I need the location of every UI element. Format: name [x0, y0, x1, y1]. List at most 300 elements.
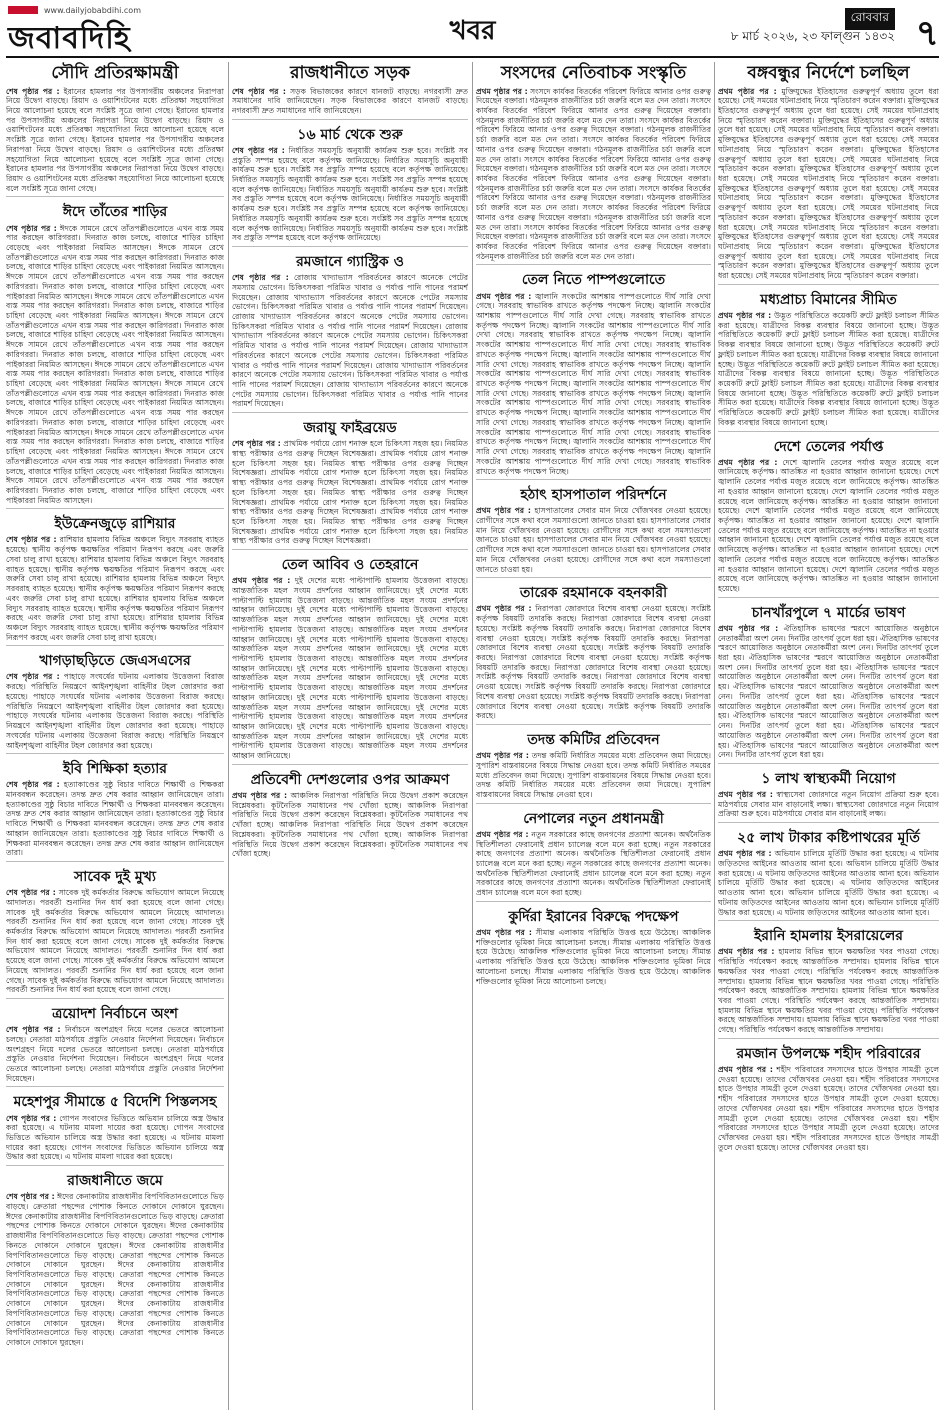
article-dateline: শেষ পৃষ্ঠার পর :	[232, 439, 281, 449]
article-text: রোজায় খাদ্যাভ্যাস পরিবর্তনের কারণে অনেকে পেটের সমস্যায় ভোগেন। চিকিৎসকরা পরিমিত খাবার ও পর্যাপ্ত পানি পানের পরামর্শ দিয়েছেন।	[232, 341, 468, 370]
article-body	[476, 292, 711, 477]
article-text: দুই দেশের মধ্যে পাল্টাপাল্টি হামলায় উত্তেজনা বাড়ছে। আন্তর্জাতিক মহল সংযম প্রদর্শনের আহ্বান জানিয়েছে।	[232, 615, 468, 644]
publication-day: রোববার	[845, 8, 895, 30]
article-dateline: প্রথম পৃষ্ঠার পর :	[476, 751, 529, 761]
article-headline[interactable]: তেল আবিব ও তেহরানে	[281, 557, 419, 574]
article-body	[476, 830, 711, 898]
article-text: সীমান্ত এলাকায় পরিস্থিতি উত্তপ্ত হয়ে উঠেছে। আঞ্চলিক শক্তিগুলোর ভূমিকা নিয়ে আলোচনা চলছে।	[476, 937, 711, 957]
article[interactable]	[476, 268, 711, 480]
article-text: নির্বাচনে অংশগ্রহণ নিয়ে দলের ভেতরে আলোচনা চলছে। নেতারা মাঠপর্যায়ে প্রস্তুতি নেওয়ার নির্দেশনা দিয়েছেন।	[6, 1034, 224, 1064]
article-text: প্রাথমিক পর্যায়ে রোগ শনাক্ত হলে চিকিৎসা সহজ হয়। নিয়মিত স্বাস্থ্য পরীক্ষার ওপর গুরুত্ব দিচ্ছেন বিশেষজ্ঞরা।	[232, 448, 468, 478]
article-headline[interactable]: ত্রয়োদশ নির্বাচনে অংশ	[52, 1006, 178, 1023]
article-body	[6, 1192, 224, 1348]
article-text: ঐতিহাসিক ভাষণের স্মরণে আয়োজিত অনুষ্ঠানে নেতাকর্মীরা অংশ নেন। দিনটির তাৎপর্য তুলে ধরা হয়।	[718, 633, 939, 663]
article-text: নতুন সরকারের কাছে জনগণের প্রত্যাশা অনেক। অর্থনৈতিক স্থিতিশীলতা ফেরানোই প্রধান চ্যালেঞ্জ বলে মনে করা হচ্ছে।	[476, 829, 711, 849]
article-headline[interactable]: তারেক রহমানকে বহনকারী	[519, 585, 668, 602]
article-body	[6, 1114, 224, 1163]
article-headline[interactable]: মধ্যপ্রাচ্য বিমানের সীমিত	[760, 291, 897, 308]
article-body	[718, 624, 939, 760]
article-body	[718, 790, 939, 819]
article-headline[interactable]: রাজধানীতে সড়ক	[290, 63, 410, 83]
article-text: সাবেক দুই কর্মকর্তার বিরুদ্ধে অভিযোগ আমলে নিয়েছে আদালত। পরবর্তী শুনানির দিন ধার্য করা হয়েছে বলে জানা গেছে।	[6, 936, 224, 966]
article[interactable]	[718, 601, 939, 764]
article-text: সংসদে কার্যকর বিতর্কের পরিবেশ ফিরিয়ে আনার ওপর গুরুত্ব দিয়েছেন বক্তারা। গঠনমূলক রাজনীতির চর্চা জরুরি বলে মত দেন তারা।	[476, 135, 711, 164]
article[interactable]	[476, 728, 711, 804]
article-text: শহীদ পরিবারের সদস্যদের হাতে উপহার সামগ্রী তুলে দেওয়া হয়েছে। তাদের খোঁজখবর নেওয়া হয়।	[718, 1094, 939, 1113]
article-text: মুক্তিযুদ্ধের ইতিহাসের গুরুত্বপূর্ণ অধ্যায় তুলে ধরা হয়েছে। সেই সময়ের ঘটনাপ্রবাহ নিয়ে স্মৃতিচারণ করেন বক্তারা।	[718, 135, 939, 154]
article-headline[interactable]: কুর্দিরা ইরানের বিরুদ্ধে পদক্ষেপ	[508, 908, 679, 925]
article-dateline: শেষ পৃষ্ঠার পর :	[232, 86, 286, 96]
article-headline[interactable]: হঠাৎ হাসপাতাল পরিদর্শনে	[520, 487, 667, 504]
article-headline[interactable]: বঙ্গবন্ধুর নির্দেশে চলছিল	[747, 63, 910, 83]
article-text: ঈদের কেনাকাটায় রাজধানীর বিপণিবিতানগুলোতে ভিড় বাড়ছে। ক্রেতারা পছন্দের পোশাক কিনতে দোকানে দোকানে ঘুরছেন।	[6, 1192, 224, 1211]
article-text: রোজায় খাদ্যাভ্যাস পরিবর্তনের কারণে অনেকে পেটের সমস্যায় ভোগেন। চিকিৎসকরা পরিমিত খাবার ও পর্যাপ্ত পানি পানের পরামর্শ দিয়েছেন।	[232, 292, 468, 312]
article-dateline: প্রথম পৃষ্ঠার পর :	[718, 623, 779, 633]
article-text: হামলায় বিভিন্ন স্থানে ক্ষয়ক্ষতির খবর পাওয়া গেছে। পরিস্থিতি পর্যবেক্ষণ করছে আন্তর্জাতিক সম্প্রদায়।	[718, 986, 939, 1006]
article-headline[interactable]: ২৫ লাখ টাকার কষ্টিপাথরের মূর্তি	[737, 830, 920, 847]
article-dateline: শেষ পৃষ্ঠার পর :	[6, 780, 60, 790]
article-text: আঞ্চলিক নিরাপত্তা পরিস্থিতি নিয়ে উদ্বেগ প্রকাশ করেছেন বিশ্লেষকরা। কূটনৈতিক সমাধানের পথ খোঁজা হচ্ছে।	[232, 829, 468, 859]
article-text: ঈদের কেনাকাটায় রাজধানীর বিপণিবিতানগুলোতে ভিড় বাড়ছে। ক্রেতারা পছন্দের পোশাক কিনতে দোকানে দোকানে ঘুরছেন।	[6, 1211, 224, 1231]
article-text: সংসদে কার্যকর বিতর্কের পরিবেশ ফিরিয়ে আনার ওপর গুরুত্ব দিয়েছেন বক্তারা। গঠনমূলক রাজনীতির চর্চা জরুরি বলে মত দেন তারা।	[476, 232, 711, 261]
article-text: জ্বালানি সংকটের আশঙ্কায় পাম্পগুলোতে দীর্ঘ সারি দেখা গেছে। সরবরাহ স্বাভাবিক রাখতে কর্তৃপক্ষ পদক্ষেপ নিচ্ছে।	[476, 330, 711, 359]
article-text: নিরাপত্তা জোরদারে বিশেষ ব্যবস্থা নেওয়া হয়েছে। সংশ্লিষ্ট কর্তৃপক্ষ বিষয়টি তদারকি করছে।	[476, 614, 711, 633]
article-text: ঐতিহাসিক ভাষণের স্মরণে আয়োজিত অনুষ্ঠানে নেতাকর্মীরা অংশ নেন। দিনটির তাৎপর্য তুলে ধরা হয়।	[718, 711, 939, 731]
article-text: সীমান্ত এলাকায় পরিস্থিতি উত্তপ্ত হয়ে উঠেছে। আঞ্চলিক শক্তিগুলোর ভূমিকা নিয়ে আলোচনা চলছে।	[476, 927, 711, 947]
article[interactable]	[232, 60, 468, 120]
article-text: দুই দেশের মধ্যে পাল্টাপাল্টি হামলায় উত্তেজনা বাড়ছে। আন্তর্জাতিক মহল সংযম প্রদর্শনের আহ্বান জানিয়েছে।	[232, 634, 468, 654]
article-text: প্রাথমিক পর্যায়ে রোগ শনাক্ত হলে চিকিৎসা সহজ হয়। নিয়মিত স্বাস্থ্য পরীক্ষার ওপর গুরুত্ব দিচ্ছেন বিশেষজ্ঞরা।	[232, 497, 468, 517]
article-headline[interactable]: নেপালের নতুন প্রধানমন্ত্রী	[523, 810, 664, 827]
article-text: সংসদে কার্যকর বিতর্কের পরিবেশ ফিরিয়ে আনার ওপর গুরুত্ব দিয়েছেন বক্তারা। গঠনমূলক রাজনীতির চর্চা জরুরি বলে মত দেন তারা।	[476, 222, 711, 242]
article-text: নিরাপত্তা জোরদারে বিশেষ ব্যবস্থা নেওয়া হয়েছে। সংশ্লিষ্ট কর্তৃপক্ষ বিষয়টি তদারকি করছে।	[476, 623, 711, 643]
article-text: মুক্তিযুদ্ধের ইতিহাসের গুরুত্বপূর্ণ অধ্যায় তুলে ধরা হয়েছে। সেই সময়ের ঘটনাপ্রবাহ নিয়ে স্মৃতিচারণ করেন বক্তারা।	[718, 232, 939, 252]
article-text: নিরাপত্তা জোরদারে বিশেষ ব্যবস্থা নেওয়া হয়েছে। সংশ্লিষ্ট কর্তৃপক্ষ বিষয়টি তদারকি করছে।	[476, 682, 711, 701]
article-text: দেশে জ্বালানি তেলের পর্যাপ্ত মজুত রয়েছে বলে জানিয়েছে কর্তৃপক্ষ। আতঙ্কিত না হওয়ার আহ্বান জানানো হয়েছে।	[718, 467, 939, 496]
article-text: ঐতিহাসিক ভাষণের স্মরণে আয়োজিত অনুষ্ঠানে নেতাকর্মীরা অংশ নেন। দিনটির তাৎপর্য তুলে ধরা হয়।	[718, 653, 939, 672]
article-dateline: প্রথম পৃষ্ঠার পর :	[718, 1064, 773, 1074]
article-text: হামলায় বিভিন্ন স্থানে ক্ষয়ক্ষতির খবর পাওয়া গেছে। পরিস্থিতি পর্যবেক্ষণ করছে আন্তর্জাতিক সম্প্রদায়।	[718, 976, 939, 996]
article-text: শহীদ পরিবারের সদস্যদের হাতে উপহার সামগ্রী তুলে দেওয়া হয়েছে। তাদের খোঁজখবর নেওয়া হয়।	[718, 1074, 939, 1094]
article-text: ঈদকে সামনে রেখে তাঁতপল্লীগুলোতে এখন ব্যস্ত সময় পার করছেন কারিগররা। দিনরাত কাজ চলছে, বাজারে শাড়ির চাহিদা বেড়েছে এবং পাইকাররা নিয়মিত আসছেন।	[6, 311, 224, 340]
article-text: নির্ধারিত সময়সূচি অনুযায়ী কার্যক্রম শুরু হবে। সংশ্লিষ্ট সব প্রস্তুতি সম্পন্ন হয়েছে বলে কর্তৃপক্ষ জানিয়েছে।	[232, 223, 468, 243]
article-text: হামলায় বিভিন্ন স্থানে ক্ষয়ক্ষতির খবর পাওয়া গেছে। পরিস্থিতি পর্যবেক্ষণ করছে আন্তর্জাতিক সম্প্রদায়।	[718, 957, 939, 986]
article-text: নির্ধারিত সময়সূচি অনুযায়ী কার্যক্রম শুরু হবে। সংশ্লিষ্ট সব প্রস্তুতি সম্পন্ন হয়েছে বলে কর্তৃপক্ষ জানিয়েছে।	[232, 184, 468, 204]
column-2	[232, 60, 468, 1412]
article-text: হত্যাকাণ্ডের সুষ্ঠু বিচার দাবিতে শিক্ষার্থী ও শিক্ষকরা মানববন্ধন করেছেন। তদন্ত দ্রুত শেষ করার আহ্বান জানিয়েছেন তারা।	[6, 809, 224, 838]
article-text: নির্ধারিত সময়সূচি অনুযায়ী কার্যক্রম শুরু হবে। সংশ্লিষ্ট সব প্রস্তুতি সম্পন্ন হয়েছে বলে কর্তৃপক্ষ জানিয়েছে।	[232, 194, 468, 214]
article-headline[interactable]: দেশে তেলের পর্যাপ্ত	[773, 438, 884, 455]
article-dateline: প্রথম পৃষ্ঠার পর :	[232, 576, 291, 586]
article[interactable]	[232, 416, 468, 550]
article-text: সীমান্ত এলাকায় পরিস্থিতি উত্তপ্ত হয়ে উঠেছে। আঞ্চলিক শক্তিগুলোর ভূমিকা নিয়ে আলোচনা চলছে।	[476, 966, 711, 986]
article-text: গোপন সংবাদের ভিত্তিতে অভিযান চালিয়ে অস্ত্র উদ্ধার করা হয়েছে। এ ঘটনায় মামলা দায়ের করা হয়েছে।	[6, 1123, 224, 1152]
article-text: প্রাথমিক পর্যায়ে রোগ শনাক্ত হলে চিকিৎসা সহজ হয়। নিয়মিত স্বাস্থ্য পরীক্ষার ওপর গুরুত্ব দিচ্ছেন বিশেষজ্ঞরা।	[232, 526, 468, 546]
article-text: নিরাপত্তা জোরদারে বিশেষ ব্যবস্থা নেওয়া হয়েছে। সংশ্লিষ্ট কর্তৃপক্ষ বিষয়টি তদারকি করছে।	[476, 662, 711, 682]
article-headline[interactable]: তদন্ত কমিটির প্রতিবেদন	[527, 732, 660, 749]
article[interactable]	[6, 200, 224, 509]
article-text: দেশে জ্বালানি তেলের পর্যাপ্ত মজুত রয়েছে বলে জানিয়েছে কর্তৃপক্ষ। আতঙ্কিত না হওয়ার আহ্বান জানানো হয়েছে।	[718, 545, 939, 574]
article-text: ঈদকে সামনে রেখে তাঁতপল্লীগুলোতে এখন ব্যস্ত সময় পার করছেন কারিগররা। দিনরাত কাজ চলছে, বাজারে শাড়ির চাহিদা বেড়েছে এবং পাইকাররা নিয়মিত আসছেন।	[6, 379, 224, 408]
article-dateline: প্রথম পৃষ্ঠার পর :	[718, 311, 772, 321]
article-text: রোজায় খাদ্যাভ্যাস পরিবর্তনের কারণে অনেকে পেটের সমস্যায় ভোগেন। চিকিৎসকরা পরিমিত খাবার ও পর্যাপ্ত পানি পানের পরামর্শ দিয়েছেন।	[232, 321, 468, 351]
article-headline[interactable]: জরায়ু ফাইব্রয়েড	[303, 420, 397, 437]
article-text: সংসদে কার্যকর বিতর্কের পরিবেশ ফিরিয়ে আনার ওপর গুরুত্ব দিয়েছেন বক্তারা। গঠনমূলক রাজনীতির চর্চা জরুরি বলে মত দেন তারা।	[476, 203, 711, 232]
article-body	[6, 780, 224, 858]
article[interactable]	[718, 60, 939, 285]
article-dateline: শেষ পৃষ্ঠার পর :	[6, 672, 60, 682]
article-text: জ্বালানি সংকটের আশঙ্কায় পাম্পগুলোতে দীর্ঘ সারি দেখা গেছে। সরবরাহ স্বাভাবিক রাখতে কর্তৃপক্ষ পদক্ষেপ নিচ্ছে।	[476, 320, 711, 340]
article-text: উদ্ভূত পরিস্থিতিতে কয়েকটি রুটে ফ্লাইট চলাচল সীমিত করা হয়েছে। যাত্রীদের বিকল্প ব্যবস্থার বিষয়ে জানানো হচ্ছে।	[718, 369, 939, 398]
article[interactable]	[232, 123, 468, 247]
article-text: দুই দেশের মধ্যে পাল্টাপাল্টি হামলায় উত্তেজনা বাড়ছে। আন্তর্জাতিক মহল সংযম প্রদর্শনের আহ্বান জানিয়েছে।	[232, 605, 468, 625]
article-headline[interactable]: রাজধানীতে জমে	[67, 1173, 163, 1190]
article-body	[476, 928, 711, 986]
article-text: মুক্তিযুদ্ধের ইতিহাসের গুরুত্বপূর্ণ অধ্যায় তুলে ধরা হয়েছে। সেই সময়ের ঘটনাপ্রবাহ নিয়ে স্মৃতিচারণ করেন বক্তারা।	[718, 96, 939, 125]
article-text: অভিযান চালিয়ে মূর্তিটি উদ্ধার করা হয়েছে। এ ঘটনায় জড়িতদের আইনের আওতায় আনা হবে।	[718, 897, 939, 917]
article-dateline: শেষ পৃষ্ঠার পর :	[232, 273, 289, 283]
article-body	[718, 458, 939, 594]
article-dateline: শেষ পৃষ্ঠার পর :	[232, 145, 285, 155]
article-text: মুক্তিযুদ্ধের ইতিহাসের গুরুত্বপূর্ণ অধ্যায় তুলে ধরা হয়েছে। সেই সময়ের ঘটনাপ্রবাহ নিয়ে স্মৃতিচারণ করেন বক্তারা।	[718, 144, 939, 174]
article-headline[interactable]: তেল নিতে পাম্পগুলোতে	[521, 272, 666, 289]
article-body	[476, 87, 711, 262]
article-text: আঞ্চলিক নিরাপত্তা পরিস্থিতি নিয়ে উদ্বেগ প্রকাশ করেছেন বিশ্লেষকরা। কূটনৈতিক সমাধানের পথ খোঁজা হচ্ছে।	[232, 790, 468, 810]
column-divider	[472, 62, 473, 1410]
article-text: জ্বালানি সংকটের আশঙ্কায় পাম্পগুলোতে দীর্ঘ সারি দেখা গেছে। সরবরাহ স্বাভাবিক রাখতে কর্তৃপক্ষ পদক্ষেপ নিচ্ছে।	[476, 291, 711, 311]
article-text: ঈদকে সামনে রেখে তাঁতপল্লীগুলোতে এখন ব্যস্ত সময় পার করছেন কারিগররা। দিনরাত কাজ চলছে, বাজারে শাড়ির চাহিদা বেড়েছে এবং পাইকাররা নিয়মিত আসছেন।	[6, 223, 224, 252]
article-headline[interactable]: খাগড়াছড়িতে জেএসএসের	[39, 653, 191, 670]
article-text: সাবেক দুই কর্মকর্তার বিরুদ্ধে অভিযোগ আমলে নিয়েছে আদালত। পরবর্তী শুনানির দিন ধার্য করা হয়েছে বলে জানা গেছে।	[6, 888, 224, 907]
article-dateline: প্রথম পৃষ্ঠার পর :	[718, 790, 773, 800]
article-body	[232, 791, 468, 859]
article-text: উদ্ভূত পরিস্থিতিতে কয়েকটি রুটে ফ্লাইট চলাচল সীমিত করা হয়েছে। যাত্রীদের বিকল্প ব্যবস্থার বিষয়ে জানানো হচ্ছে।	[718, 398, 939, 427]
article-text: জ্বালানি সংকটের আশঙ্কায় পাম্পগুলোতে দীর্ঘ সারি দেখা গেছে। সরবরাহ স্বাভাবিক রাখতে কর্তৃপক্ষ পদক্ষেপ নিচ্ছে।	[476, 437, 711, 457]
article-text: নির্ধারিত সময়সূচি অনুযায়ী কার্যক্রম শুরু হবে। সংশ্লিষ্ট সব প্রস্তুতি সম্পন্ন হয়েছে বলে কর্তৃপক্ষ জানিয়েছে।	[232, 145, 468, 165]
article-text: তদন্ত কমিটি নির্ধারিত সময়ের মধ্যে প্রতিবেদন জমা দিয়েছে। সুপারিশ বাস্তবায়নের বিষয়ে সিদ্ধান্ত নেওয়া হবে।	[476, 780, 711, 800]
article-body	[476, 751, 711, 800]
article-text: মুক্তিযুদ্ধের ইতিহাসের গুরুত্বপূর্ণ অধ্যায় তুলে ধরা হয়েছে। সেই সময়ের ঘটনাপ্রবাহ নিয়ে স্মৃতিচারণ করেন বক্তারা।	[718, 115, 939, 135]
article-text: ঈদের কেনাকাটায় রাজধানীর বিপণিবিতানগুলোতে ভিড় বাড়ছে। ক্রেতারা পছন্দের পোশাক কিনতে দোকানে দোকানে ঘুরছেন।	[6, 1299, 224, 1328]
masthead-rule	[6, 56, 939, 58]
article-headline[interactable]: মহেশপুর সীমান্তে ৫ বিদেশি পিস্তলসহ	[13, 1094, 217, 1111]
article-text: দুই দেশের মধ্যে পাল্টাপাল্টি হামলায় উত্তেজনা বাড়ছে। আন্তর্জাতিক মহল সংযম প্রদর্শনের আহ্বান জানিয়েছে।	[232, 731, 468, 761]
article-text: উদ্ভূত পরিস্থিতিতে কয়েকটি রুটে ফ্লাইট চলাচল সীমিত করা হয়েছে। যাত্রীদের বিকল্প ব্যবস্থার বিষয়ে জানানো হচ্ছে।	[718, 388, 939, 408]
article-dateline: প্রথম পৃষ্ঠার পর :	[232, 790, 287, 800]
article-body	[718, 1065, 939, 1152]
article[interactable]	[718, 435, 939, 598]
article-text: মুক্তিযুদ্ধের ইতিহাসের গুরুত্বপূর্ণ অধ্যায় তুলে ধরা হয়েছে। সেই সময়ের ঘটনাপ্রবাহ নিয়ে স্মৃতিচারণ করেন বক্তারা।	[718, 242, 939, 271]
article-text: সাবেক দুই কর্মকর্তার বিরুদ্ধে অভিযোগ আমলে নিয়েছে আদালত। পরবর্তী শুনানির দিন ধার্য করা হয়েছে বলে জানা গেছে।	[6, 975, 224, 995]
article-text: মুক্তিযুদ্ধের ইতিহাসের গুরুত্বপূর্ণ অধ্যায় তুলে ধরা হয়েছে। সেই সময়ের ঘটনাপ্রবাহ নিয়ে স্মৃতিচারণ করেন বক্তারা।	[718, 164, 939, 184]
article-headline[interactable]: ইবি শিক্ষিকা হত্যার	[63, 761, 167, 778]
article-text: সাবেক দুই কর্মকর্তার বিরুদ্ধে অভিযোগ আমলে নিয়েছে আদালত। পরবর্তী শুনানির দিন ধার্য করা হয়েছে বলে জানা গেছে।	[6, 917, 224, 946]
article-text: ঈদকে সামনে রেখে তাঁতপল্লীগুলোতে এখন ব্যস্ত সময় পার করছেন কারিগররা। দিনরাত কাজ চলছে, বাজারে শাড়ির চাহিদা বেড়েছে এবং পাইকাররা নিয়মিত আসছেন।	[6, 427, 224, 457]
article-text: ঈদকে সামনে রেখে তাঁতপল্লীগুলোতে এখন ব্যস্ত সময় পার করছেন কারিগররা। দিনরাত কাজ চলছে, বাজারে শাড়ির চাহিদা বেড়েছে এবং পাইকাররা নিয়মিত আসছেন।	[6, 272, 224, 301]
article[interactable]	[476, 483, 711, 578]
article[interactable]	[476, 581, 711, 725]
article-text: জ্বালানি সংকটের আশঙ্কায় পাম্পগুলোতে দীর্ঘ সারি দেখা গেছে। সরবরাহ স্বাভাবিক রাখতে কর্তৃপক্ষ পদক্ষেপ নিচ্ছে।	[476, 408, 711, 427]
article-headline[interactable]: ১৬ মার্চ থেকে শুরু	[297, 126, 403, 143]
article-body	[476, 506, 711, 574]
column-divider	[714, 62, 715, 1410]
article-text: পাহাড়ে সংঘর্ষের ঘটনায় এলাকায় উত্তেজনা বিরাজ করছে। পরিস্থিতি নিয়ন্ত্রণে আইনশৃঙ্খলা বাহিনীর টহল জোরদার করা হয়েছে।	[6, 721, 224, 750]
article-dateline: শেষ পৃষ্ঠার পর :	[6, 223, 57, 233]
article-text: হত্যাকাণ্ডের সুষ্ঠু বিচার দাবিতে শিক্ষার্থী ও শিক্ষকরা মানববন্ধন করেছেন। তদন্ত দ্রুত শেষ করার আহ্বান জানিয়েছেন তারা।	[6, 799, 224, 819]
article-headline[interactable]: সৌদি প্রতিরক্ষামন্ত্রী	[51, 63, 179, 83]
article-text: সড়ক বিভাজকের কারণে যানজট বাড়ছে। নগরবাসী দ্রুত সমাধানের দাবি জানিয়েছেন।	[232, 96, 468, 115]
article-body	[232, 87, 468, 116]
article-text: ঈদের কেনাকাটায় রাজধানীর বিপণিবিতানগুলোতে ভিড় বাড়ছে। ক্রেতারা পছন্দের পোশাক কিনতে দোকানে দোকানে ঘুরছেন।	[6, 1240, 224, 1270]
article-headline[interactable]: ইরানি হামলায় ইসরায়েলের	[753, 928, 903, 945]
article-dateline: প্রথম পৃষ্ঠার পর :	[718, 86, 777, 96]
article-text: জ্বালানি সংকটের আশঙ্কায় পাম্পগুলোতে দীর্ঘ সারি দেখা গেছে। সরবরাহ স্বাভাবিক রাখতে কর্তৃপক্ষ পদক্ষেপ নিচ্ছে।	[476, 388, 711, 418]
article-text: স্বাস্থ্যসেবা জোরদারে নতুন নিয়োগ প্রক্রিয়া শুরু হবে। মাঠপর্যায়ে সেবার মান বাড়ানোই লক্ষ্য।	[718, 799, 939, 819]
article-dateline: প্রথম পৃষ্ঠার পর :	[476, 291, 532, 301]
article-text: হামলায় বিভিন্ন স্থানে ক্ষয়ক্ষতির খবর পাওয়া গেছে। পরিস্থিতি পর্যবেক্ষণ করছে আন্তর্জাতিক সম্প্রদায়।	[718, 1015, 939, 1035]
article-text: সীমান্ত এলাকায় পরিস্থিতি উত্তপ্ত হয়ে উঠেছে। আঞ্চলিক শক্তিগুলোর ভূমিকা নিয়ে আলোচনা চলছে।	[476, 947, 711, 976]
article-text: ঈদের কেনাকাটায় রাজধানীর বিপণিবিতানগুলোতে ভিড় বাড়ছে। ক্রেতারা পছন্দের পোশাক কিনতে দোকানে দোকানে ঘুরছেন।	[6, 1260, 224, 1289]
article-body	[6, 87, 224, 194]
article[interactable]	[232, 250, 468, 413]
article-text: স্বাস্থ্যসেবা জোরদারে নতুন নিয়োগ প্রক্রিয়া শুরু হবে। মাঠপর্যায়ে সেবার মান বাড়ানোই লক্ষ্য।	[718, 790, 939, 809]
article[interactable]	[476, 807, 711, 902]
article-text: ঈদকে সামনে রেখে তাঁতপল্লীগুলোতে এখন ব্যস্ত সময় পার করছেন কারিগররা। দিনরাত কাজ চলছে, বাজারে শাড়ির চাহিদা বেড়েছে এবং পাইকাররা নিয়মিত আসছেন।	[6, 340, 224, 369]
article-text: হামলায় বিভিন্ন স্থানে ক্ষয়ক্ষতির খবর পাওয়া গেছে। পরিস্থিতি পর্যবেক্ষণ করছে আন্তর্জাতিক সম্প্রদায়।	[718, 947, 939, 967]
article-text: জ্বালানি সংকটের আশঙ্কায় পাম্পগুলোতে দীর্ঘ সারি দেখা গেছে। সরবরাহ স্বাভাবিক রাখতে কর্তৃপক্ষ পদক্ষেপ নিচ্ছে।	[476, 379, 711, 398]
article-text: রাশিয়ার হামলায় বিভিন্ন অঞ্চলে বিদ্যুৎ সরবরাহ ব্যাহত হয়েছে। স্থানীয় কর্তৃপক্ষ ক্ষয়ক্ষতির পরিমাণ নিরূপণ করছে এবং জরুরি সেবা চালু রাখা হয়েছে।	[6, 593, 224, 623]
article-headline[interactable]: সংসদের নেতিবাচক সংস্কৃতি	[500, 63, 687, 83]
article-text: ঈদের কেনাকাটায় রাজধানীর বিপণিবিতানগুলোতে ভিড় বাড়ছে। ক্রেতারা পছন্দের পোশাক কিনতে দোকানে দোকানে ঘুরছেন।	[6, 1221, 224, 1250]
article-text: হত্যাকাণ্ডের সুষ্ঠু বিচার দাবিতে শিক্ষার্থী ও শিক্ষকরা মানববন্ধন করেছেন। তদন্ত দ্রুত শেষ করার আহ্বান জানিয়েছেন তারা।	[6, 828, 224, 858]
article-text: নতুন সরকারের কাছে জনগণের প্রত্যাশা অনেক। অর্থনৈতিক স্থিতিশীলতা ফেরানোই প্রধান চ্যালেঞ্জ বলে মনে করা হচ্ছে।	[476, 868, 711, 898]
article-text: রোজায় খাদ্যাভ্যাস পরিবর্তনের কারণে অনেকে পেটের সমস্যায় ভোগেন। চিকিৎসকরা পরিমিত খাবার ও পর্যাপ্ত পানি পানের পরামর্শ দিয়েছেন।	[232, 311, 468, 331]
article-text: আঞ্চলিক নিরাপত্তা পরিস্থিতি নিয়ে উদ্বেগ প্রকাশ করেছেন বিশ্লেষকরা। কূটনৈতিক সমাধানের পথ খোঁজা হচ্ছে।	[232, 800, 468, 830]
page-number: ৭	[915, 13, 939, 54]
article-text: সাবেক দুই কর্মকর্তার বিরুদ্ধে অভিযোগ আমলে নিয়েছে আদালত। পরবর্তী শুনানির দিন ধার্য করা হয়েছে বলে জানা গেছে।	[6, 907, 224, 927]
article-text: শহীদ পরিবারের সদস্যদের হাতে উপহার সামগ্রী তুলে দেওয়া হয়েছে। তাদের খোঁজখবর নেওয়া হয়।	[718, 1064, 939, 1084]
article-body	[232, 146, 468, 243]
article-text: নিরাপত্তা জোরদারে বিশেষ ব্যবস্থা নেওয়া হয়েছে। সংশ্লিষ্ট কর্তৃপক্ষ বিষয়টি তদারকি করছে।	[476, 672, 711, 692]
article-text: দুই দেশের মধ্যে পাল্টাপাল্টি হামলায় উত্তেজনা বাড়ছে। আন্তর্জাতিক মহল সংযম প্রদর্শনের আহ্বান জানিয়েছে।	[232, 663, 468, 683]
article[interactable]	[718, 767, 939, 823]
article-text: জ্বালানি সংকটের আশঙ্কায় পাম্পগুলোতে দীর্ঘ সারি দেখা গেছে। সরবরাহ স্বাভাবিক রাখতে কর্তৃপক্ষ পদক্ষেপ নিচ্ছে।	[476, 359, 711, 389]
article-text: রোজায় খাদ্যাভ্যাস পরিবর্তনের কারণে অনেকে পেটের সমস্যায় ভোগেন। চিকিৎসকরা পরিমিত খাবার ও পর্যাপ্ত পানি পানের পরামর্শ দিয়েছেন।	[232, 360, 468, 389]
article-text: দুই দেশের মধ্যে পাল্টাপাল্টি হামলায় উত্তেজনা বাড়ছে। আন্তর্জাতিক মহল সংযম প্রদর্শনের আহ্বান জানিয়েছে।	[232, 722, 468, 741]
article[interactable]	[6, 649, 224, 754]
article[interactable]	[476, 60, 711, 265]
article-dateline: শেষ পৃষ্ঠার পর :	[6, 86, 60, 96]
article-text: নিরাপত্তা জোরদারে বিশেষ ব্যবস্থা নেওয়া হয়েছে। সংশ্লিষ্ট কর্তৃপক্ষ বিষয়টি তদারকি করছে।	[476, 604, 711, 624]
article-text: ঈদের কেনাকাটায় রাজধানীর বিপণিবিতানগুলোতে ভিড় বাড়ছে। ক্রেতারা পছন্দের পোশাক কিনতে দোকানে দোকানে ঘুরছেন।	[6, 1279, 224, 1309]
article-text: ইরানের হামলার পর উপসাগরীয় অঞ্চলের নিরাপত্তা নিয়ে উদ্বেগ বাড়ছে। রিয়াদ ও ওয়াশিংটনের মধ্যে প্রতিরক্ষা সহযোগিতা নিয়ে আলোচনা হয়েছে বলে সংশ্লিষ্ট সূত্রে জানা গেছে।	[6, 86, 224, 115]
article-text: ইরানের হামলার পর উপসাগরীয় অঞ্চলের নিরাপত্তা নিয়ে উদ্বেগ বাড়ছে। রিয়াদ ও ওয়াশিংটনের মধ্যে প্রতিরক্ষা সহযোগিতা নিয়ে আলোচনা হয়েছে বলে সংশ্লিষ্ট সূত্রে জানা গেছে।	[6, 164, 224, 193]
article[interactable]	[718, 826, 939, 921]
article-text: দুই দেশের মধ্যে পাল্টাপাল্টি হামলায় উত্তেজনা বাড়ছে। আন্তর্জাতিক মহল সংযম প্রদর্শনের আহ্বান জানিয়েছে।	[232, 692, 468, 712]
article-text: দুই দেশের মধ্যে পাল্টাপাল্টি হামলায় উত্তেজনা বাড়ছে। আন্তর্জাতিক মহল সংযম প্রদর্শনের আহ্বান জানিয়েছে।	[232, 576, 468, 595]
article-headline[interactable]: ইউক্রেনজুড়ে রাশিয়ার	[54, 516, 176, 533]
article-text: ঐতিহাসিক ভাষণের স্মরণে আয়োজিত অনুষ্ঠানে নেতাকর্মীরা অংশ নেন। দিনটির তাৎপর্য তুলে ধরা হয়।	[718, 740, 939, 760]
article-text: মুক্তিযুদ্ধের ইতিহাসের গুরুত্বপূর্ণ অধ্যায় তুলে ধরা হয়েছে। সেই সময়ের ঘটনাপ্রবাহ নিয়ে স্মৃতিচারণ করেন বক্তারা।	[718, 193, 939, 222]
article-text: দুই দেশের মধ্যে পাল্টাপাল্টি হামলায় উত্তেজনা বাড়ছে। আন্তর্জাতিক মহল সংযম প্রদর্শনের আহ্বান জানিয়েছে।	[232, 644, 468, 673]
article-text: মুক্তিযুদ্ধের ইতিহাসের গুরুত্বপূর্ণ অধ্যায় তুলে ধরা হয়েছে। সেই সময়ের ঘটনাপ্রবাহ নিয়ে স্মৃতিচারণ করেন বক্তারা।	[718, 86, 939, 106]
article-text: নিরাপত্তা জোরদারে বিশেষ ব্যবস্থা নেওয়া হয়েছে। সংশ্লিষ্ট কর্তৃপক্ষ বিষয়টি তদারকি করছে।	[476, 633, 711, 663]
article[interactable]	[718, 1042, 939, 1156]
article-body	[476, 604, 711, 721]
article-text: অভিযান চালিয়ে মূর্তিটি উদ্ধার করা হয়েছে। এ ঘটনায় জড়িতদের আইনের আওতায় আনা হবে।	[718, 849, 939, 869]
article[interactable]	[6, 1090, 224, 1166]
article-text: প্রাথমিক পর্যায়ে রোগ শনাক্ত হলে চিকিৎসা সহজ হয়। নিয়মিত স্বাস্থ্য পরীক্ষার ওপর গুরুত্ব দিচ্ছেন বিশেষজ্ঞরা।	[232, 478, 468, 507]
article-dateline: প্রথম পৃষ্ঠার পর :	[476, 506, 531, 516]
article-text: উদ্ভূত পরিস্থিতিতে কয়েকটি রুটে ফ্লাইট চলাচল সীমিত করা হয়েছে। যাত্রীদের বিকল্প ব্যবস্থার বিষয়ে জানানো হচ্ছে।	[718, 320, 939, 350]
article[interactable]	[6, 865, 224, 999]
article-dateline: প্রথম পৃষ্ঠার পর :	[718, 849, 772, 859]
article-text: জ্বালানি সংকটের আশঙ্কায় পাম্পগুলোতে দীর্ঘ সারি দেখা গেছে। সরবরাহ স্বাভাবিক রাখতে কর্তৃপক্ষ পদক্ষেপ নিচ্ছে।	[476, 349, 711, 369]
article-text: রোজায় খাদ্যাভ্যাস পরিবর্তনের কারণে অনেকে পেটের সমস্যায় ভোগেন। চিকিৎসকরা পরিমিত খাবার ও পর্যাপ্ত পানি পানের পরামর্শ দিয়েছেন।	[232, 273, 468, 302]
article-body	[6, 535, 224, 642]
article-text: ঐতিহাসিক ভাষণের স্মরণে আয়োজিত অনুষ্ঠানে নেতাকর্মীরা অংশ নেন। দিনটির তাৎপর্য তুলে ধরা হয়।	[718, 682, 939, 701]
article-text: শহীদ পরিবারের সদস্যদের হাতে উপহার সামগ্রী তুলে দেওয়া হয়েছে। তাদের খোঁজখবর নেওয়া হয়।	[718, 1133, 939, 1152]
article-text: ইরানের হামলার পর উপসাগরীয় অঞ্চলের নিরাপত্তা নিয়ে উদ্বেগ বাড়ছে। রিয়াদ ও ওয়াশিংটনের মধ্যে প্রতিরক্ষা সহযোগিতা নিয়ে আলোচনা হয়েছে বলে সংশ্লিষ্ট সূত্রে জানা গেছে।	[6, 105, 224, 145]
article-text: অভিযান চালিয়ে মূর্তিটি উদ্ধার করা হয়েছে। এ ঘটনায় জড়িতদের আইনের আওতায় আনা হবে।	[718, 859, 939, 878]
article-text: ঈদকে সামনে রেখে তাঁতপল্লীগুলোতে এখন ব্যস্ত সময় পার করছেন কারিগররা। দিনরাত কাজ চলছে, বাজারে শাড়ির চাহিদা বেড়েছে এবং পাইকাররা নিয়মিত আসছেন।	[6, 242, 224, 272]
article-text: প্রাথমিক পর্যায়ে রোগ শনাক্ত হলে চিকিৎসা সহজ হয়। নিয়মিত স্বাস্থ্য পরীক্ষার ওপর গুরুত্ব দিচ্ছেন বিশেষজ্ঞরা।	[232, 439, 468, 458]
article-text: আঞ্চলিক নিরাপত্তা পরিস্থিতি নিয়ে উদ্বেগ প্রকাশ করেছেন বিশ্লেষকরা। কূটনৈতিক সমাধানের পথ খোঁজা হচ্ছে।	[232, 820, 468, 839]
article-headline[interactable]: রমজানে গ্যাস্ট্রিক ও	[296, 253, 404, 270]
article[interactable]	[232, 553, 468, 765]
article-text: নির্বাচনে অংশগ্রহণ নিয়ে দলের ভেতরে আলোচনা চলছে। নেতারা মাঠপর্যায়ে প্রস্তুতি নেওয়ার নির্দেশনা দিয়েছেন।	[6, 1054, 224, 1083]
article-text: অভিযান চালিয়ে মূর্তিটি উদ্ধার করা হয়েছে। এ ঘটনায় জড়িতদের আইনের আওতায় আনা হবে।	[718, 868, 939, 898]
article-text: তদন্ত কমিটি নির্ধারিত সময়ের মধ্যে প্রতিবেদন জমা দিয়েছে। সুপারিশ বাস্তবায়নের বিষয়ে সিদ্ধান্ত নেওয়া হবে।	[476, 760, 711, 780]
article-text: ইরানের হামলার পর উপসাগরীয় অঞ্চলের নিরাপত্তা নিয়ে উদ্বেগ বাড়ছে। রিয়াদ ও ওয়াশিংটনের মধ্যে প্রতিরক্ষা সহযোগিতা নিয়ে আলোচনা হয়েছে বলে সংশ্লিষ্ট সূত্রে জানা গেছে।	[6, 135, 224, 164]
article-text: শহীদ পরিবারের সদস্যদের হাতে উপহার সামগ্রী তুলে দেওয়া হয়েছে। তাদের খোঁজখবর নেওয়া হয়।	[718, 1103, 939, 1123]
article-text: রাশিয়ার হামলায় বিভিন্ন অঞ্চলে বিদ্যুৎ সরবরাহ ব্যাহত হয়েছে। স্থানীয় কর্তৃপক্ষ ক্ষয়ক্ষতির পরিমাণ নিরূপণ করছে এবং জরুরি সেবা চালু রাখা হয়েছে।	[6, 574, 224, 603]
article-text: হামলায় বিভিন্ন স্থানে ক্ষয়ক্ষতির খবর পাওয়া গেছে। পরিস্থিতি পর্যবেক্ষণ করছে আন্তর্জাতিক সম্প্রদায়।	[718, 1005, 939, 1025]
article-text: উদ্ভূত পরিস্থিতিতে কয়েকটি রুটে ফ্লাইট চলাচল সীমিত করা হয়েছে। যাত্রীদের বিকল্প ব্যবস্থার বিষয়ে জানানো হচ্ছে।	[718, 340, 939, 369]
article-text: সংসদে কার্যকর বিতর্কের পরিবেশ ফিরিয়ে আনার ওপর গুরুত্ব দিয়েছেন বক্তারা। গঠনমূলক রাজনীতির চর্চা জরুরি বলে মত দেন তারা।	[476, 164, 711, 193]
article-text: ঐতিহাসিক ভাষণের স্মরণে আয়োজিত অনুষ্ঠানে নেতাকর্মীরা অংশ নেন। দিনটির তাৎপর্য তুলে ধরা হয়।	[718, 623, 939, 643]
article-text: হাসপাতালের সেবার মান নিয়ে খোঁজখবর নেওয়া হয়েছে। রোগীদের সঙ্গে কথা বলে সমস্যাগুলো জানতে চাওয়া হয়।	[476, 545, 711, 574]
article-body	[232, 576, 468, 761]
article-headline[interactable]: সাবেক দুই মুখ্য	[74, 869, 156, 886]
article-text: হাসপাতালের সেবার মান নিয়ে খোঁজখবর নেওয়া হয়েছে। রোগীদের সঙ্গে কথা বলে সমস্যাগুলো জানতে চাওয়া হয়।	[476, 516, 711, 545]
article-text: ঐতিহাসিক ভাষণের স্মরণে আয়োজিত অনুষ্ঠানে নেতাকর্মীরা অংশ নেন। দিনটির তাৎপর্য তুলে ধরা হয়।	[718, 691, 939, 721]
article-text: রাশিয়ার হামলায় বিভিন্ন অঞ্চলে বিদ্যুৎ সরবরাহ ব্যাহত হয়েছে। স্থানীয় কর্তৃপক্ষ ক্ষয়ক্ষতির পরিমাণ নিরূপণ করছে এবং জরুরি সেবা চালু রাখা হয়েছে।	[6, 613, 224, 642]
article-dateline: প্রথম পৃষ্ঠার পর :	[718, 457, 778, 467]
article-text: শহীদ পরিবারের সদস্যদের হাতে উপহার সামগ্রী তুলে দেওয়া হয়েছে। তাদের খোঁজখবর নেওয়া হয়।	[718, 1113, 939, 1143]
article-body	[718, 947, 939, 1034]
article-text: প্রাথমিক পর্যায়ে রোগ শনাক্ত হলে চিকিৎসা সহজ হয়। নিয়মিত স্বাস্থ্য পরীক্ষার ওপর গুরুত্ব দিচ্ছেন বিশেষজ্ঞরা।	[232, 468, 468, 488]
article-text: রাশিয়ার হামলায় বিভিন্ন অঞ্চলে বিদ্যুৎ সরবরাহ ব্যাহত হয়েছে। স্থানীয় কর্তৃপক্ষ ক্ষয়ক্ষতির পরিমাণ নিরূপণ করছে এবং জরুরি সেবা চালু রাখা হয়েছে।	[6, 554, 224, 584]
article[interactable]	[476, 905, 711, 989]
article-body	[718, 311, 939, 428]
publication-date: ৮ মার্চ ২০২৬, ২৩ ফাল্গুন ১৪৩২	[730, 29, 895, 43]
article-text: সড়ক বিভাজকের কারণে যানজট বাড়ছে। নগরবাসী দ্রুত সমাধানের দাবি জানিয়েছেন।	[232, 86, 468, 106]
article-headline[interactable]: চানখাঁরপুলে ৭ মার্চের ভাষণ	[751, 604, 906, 621]
article-text: নিরাপত্তা জোরদারে বিশেষ ব্যবস্থা নেওয়া হয়েছে। সংশ্লিষ্ট কর্তৃপক্ষ বিষয়টি তদারকি করছে।	[476, 691, 711, 721]
article-headline[interactable]: রমজান উপলক্ষে শহীদ পরিবারের	[736, 1045, 921, 1062]
article-text: রোজায় খাদ্যাভ্যাস পরিবর্তনের কারণে অনেকে পেটের সমস্যায় ভোগেন। চিকিৎসকরা পরিমিত খাবার ও পর্যাপ্ত পানি পানের পরামর্শ দিয়েছেন।	[232, 379, 468, 409]
article-text: সাবেক দুই কর্মকর্তার বিরুদ্ধে অভিযোগ আমলে নিয়েছে আদালত। পরবর্তী শুনানির দিন ধার্য করা হয়েছে বলে জানা গেছে।	[6, 956, 224, 985]
article-body	[232, 273, 468, 409]
article-text: উদ্ভূত পরিস্থিতিতে কয়েকটি রুটে ফ্লাইট চলাচল সীমিত করা হয়েছে। যাত্রীদের বিকল্প ব্যবস্থার বিষয়ে জানানো হচ্ছে।	[718, 311, 939, 330]
article-text: নির্ধারিত সময়সূচি অনুযায়ী কার্যক্রম শুরু হবে। সংশ্লিষ্ট সব প্রস্তুতি সম্পন্ন হয়েছে বলে কর্তৃপক্ষ জানিয়েছে।	[232, 155, 468, 175]
article-text: সংসদে কার্যকর বিতর্কের পরিবেশ ফিরিয়ে আনার ওপর গুরুত্ব দিয়েছেন বক্তারা। গঠনমূলক রাজনীতির চর্চা জরুরি বলে মত দেন তারা।	[476, 96, 711, 125]
article-body	[6, 672, 224, 750]
article-text: নিরাপত্তা জোরদারে বিশেষ ব্যবস্থা নেওয়া হয়েছে। সংশ্লিষ্ট কর্তৃপক্ষ বিষয়টি তদারকি করছে।	[476, 653, 711, 672]
article-text: ঈদকে সামনে রেখে তাঁতপল্লীগুলোতে এখন ব্যস্ত সময় পার করছেন কারিগররা। দিনরাত কাজ চলছে, বাজারে শাড়ির চাহিদা বেড়েছে এবং পাইকাররা নিয়মিত আসছেন।	[6, 476, 224, 505]
article[interactable]	[6, 512, 224, 646]
article-dateline: প্রথম পৃষ্ঠার পর :	[476, 86, 528, 96]
article-text: দেশে জ্বালানি তেলের পর্যাপ্ত মজুত রয়েছে বলে জানিয়েছে কর্তৃপক্ষ। আতঙ্কিত না হওয়ার আহ্বান জানানো হয়েছে।	[718, 535, 939, 555]
article-text: দেশে জ্বালানি তেলের পর্যাপ্ত মজুত রয়েছে বলে জানিয়েছে কর্তৃপক্ষ। আতঙ্কিত না হওয়ার আহ্বান জানানো হয়েছে।	[718, 457, 939, 477]
article-text: নতুন সরকারের কাছে জনগণের প্রত্যাশা অনেক। অর্থনৈতিক স্থিতিশীলতা ফেরানোই প্রধান চ্যালেঞ্জ বলে মনে করা হচ্ছে।	[476, 859, 711, 878]
logo-text: জবাবদিহি	[8, 21, 131, 56]
column-divider	[228, 62, 229, 1410]
article-body	[718, 849, 939, 917]
article-dateline: শেষ পৃষ্ঠার পর :	[6, 1113, 57, 1123]
article[interactable]	[6, 757, 224, 862]
column-3	[476, 60, 711, 1412]
column-1	[6, 60, 224, 1412]
article-text: নির্ধারিত সময়সূচি অনুযায়ী কার্যক্রম শুরু হবে। সংশ্লিষ্ট সব প্রস্তুতি সম্পন্ন হয়েছে বলে কর্তৃপক্ষ জানিয়েছে।	[232, 213, 468, 233]
article-text: পাহাড়ে সংঘর্ষের ঘটনায় এলাকায় উত্তেজনা বিরাজ করছে। পরিস্থিতি নিয়ন্ত্রণে আইনশৃঙ্খলা বাহিনীর টহল জোরদার করা হয়েছে।	[6, 691, 224, 711]
article-text: ঈদকে সামনে রেখে তাঁতপল্লীগুলোতে এখন ব্যস্ত সময় পার করছেন কারিগররা। দিনরাত কাজ চলছে, বাজারে শাড়ির চাহিদা বেড়েছে এবং পাইকাররা নিয়মিত আসছেন।	[6, 408, 224, 437]
article[interactable]	[6, 1002, 224, 1087]
article-dateline: শেষ পৃষ্ঠার পর :	[6, 888, 56, 898]
logo-url: www.dailyjobabdihi.com	[44, 6, 141, 15]
article-body	[718, 87, 939, 281]
article-body	[6, 888, 224, 995]
article-text: ঈদকে সামনে রেখে তাঁতপল্লীগুলোতে এখন ব্যস্ত সময় পার করছেন কারিগররা। দিনরাত কাজ চলছে, বাজারে শাড়ির চাহিদা বেড়েছে এবং পাইকাররা নিয়মিত আসছেন।	[6, 447, 224, 476]
article[interactable]	[6, 60, 224, 197]
article-text: ঈদকে সামনে রেখে তাঁতপল্লীগুলোতে এখন ব্যস্ত সময় পার করছেন কারিগররা। দিনরাত কাজ চলছে, বাজারে শাড়ির চাহিদা বেড়েছে এবং পাইকাররা নিয়মিত আসছেন।	[6, 291, 224, 321]
article[interactable]	[232, 768, 468, 862]
article-text: পাহাড়ে সংঘর্ষের ঘটনায় এলাকায় উত্তেজনা বিরাজ করছে। পরিস্থিতি নিয়ন্ত্রণে আইনশৃঙ্খলা বাহিনীর টহল জোরদার করা হয়েছে।	[6, 711, 224, 731]
article-text: উদ্ভূত পরিস্থিতিতে কয়েকটি রুটে ফ্লাইট চলাচল সীমিত করা হয়েছে। যাত্রীদের বিকল্প ব্যবস্থার বিষয়ে জানানো হচ্ছে।	[718, 359, 939, 379]
article-dateline: শেষ পৃষ্ঠার পর :	[6, 1025, 61, 1035]
article-text: দেশে জ্বালানি তেলের পর্যাপ্ত মজুত রয়েছে বলে জানিয়েছে কর্তৃপক্ষ। আতঙ্কিত না হওয়ার আহ্বান জানানো হয়েছে।	[718, 506, 939, 526]
article-headline[interactable]: প্রতিবেশী দেশগুলোর ওপর আক্রমণ	[250, 771, 450, 788]
article[interactable]	[718, 288, 939, 432]
article-body	[6, 224, 224, 506]
article-text: ঈদের কেনাকাটায় রাজধানীর বিপণিবিতানগুলোতে ভিড় বাড়ছে। ক্রেতারা পছন্দের পোশাক কিনতে দোকানে দোকানে ঘুরছেন।	[6, 1318, 224, 1348]
article-headline[interactable]: ১ লাখ স্বাস্থ্যকর্মী নিয়োগ	[761, 770, 896, 787]
article-text: সংসদে কার্যকর বিতর্কের পরিবেশ ফিরিয়ে আনার ওপর গুরুত্ব দিয়েছেন বক্তারা। গঠনমূলক রাজনীতির চর্চা জরুরি বলে মত দেন তারা।	[476, 154, 711, 174]
article-text: ঐতিহাসিক ভাষণের স্মরণে আয়োজিত অনুষ্ঠানে নেতাকর্মীরা অংশ নেন। দিনটির তাৎপর্য তুলে ধরা হয়।	[718, 662, 939, 692]
article-text: দুই দেশের মধ্যে পাল্টাপাল্টি হামলায় উত্তেজনা বাড়ছে। আন্তর্জাতিক মহল সংযম প্রদর্শনের আহ্বান জানিয়েছে।	[232, 673, 468, 702]
article-text: দুই দেশের মধ্যে পাল্টাপাল্টি হামলায় উত্তেজনা বাড়ছে। আন্তর্জাতিক মহল সংযম প্রদর্শনের আহ্বান জানিয়েছে।	[232, 585, 468, 615]
article-text: ঈদকে সামনে রেখে তাঁতপল্লীগুলোতে এখন ব্যস্ত সময় পার করছেন কারিগররা। দিনরাত কাজ চলছে, বাজারে শাড়ির চাহিদা বেড়েছে এবং পাইকাররা নিয়মিত আসছেন।	[6, 359, 224, 389]
article-text: রাশিয়ার হামলায় বিভিন্ন অঞ্চলে বিদ্যুৎ সরবরাহ ব্যাহত হয়েছে। স্থানীয় কর্তৃপক্ষ ক্ষয়ক্ষতির পরিমাণ নিরূপণ করছে এবং জরুরি সেবা চালু রাখা হয়েছে।	[6, 535, 224, 564]
article-text: হত্যাকাণ্ডের সুষ্ঠু বিচার দাবিতে শিক্ষার্থী ও শিক্ষকরা মানববন্ধন করেছেন। তদন্ত দ্রুত শেষ করার আহ্বান জানিয়েছেন তারা।	[6, 780, 224, 800]
article[interactable]	[6, 1169, 224, 1351]
article-text: ঐতিহাসিক ভাষণের স্মরণে আয়োজিত অনুষ্ঠানে নেতাকর্মীরা অংশ নেন। দিনটির তাৎপর্য তুলে ধরা হয়।	[718, 721, 939, 750]
article-headline[interactable]: ঈদে তাঁতের শাড়ির	[62, 204, 168, 221]
article-text: সংসদে কার্যকর বিতর্কের পরিবেশ ফিরিয়ে আনার ওপর গুরুত্ব দিয়েছেন বক্তারা। গঠনমূলক রাজনীতির চর্চা জরুরি বলে মত দেন তারা।	[476, 183, 711, 213]
article-dateline: প্রথম পৃষ্ঠার পর :	[476, 927, 532, 937]
article-text: দুই দেশের মধ্যে পাল্টাপাল্টি হামলায় উত্তেজনা বাড়ছে। আন্তর্জাতিক মহল সংযম প্রদর্শনের আহ্বান জানিয়েছে।	[232, 702, 468, 732]
article-text: তদন্ত কমিটি নির্ধারিত সময়ের মধ্যে প্রতিবেদন জমা দিয়েছে। সুপারিশ বাস্তবায়নের বিষয়ে সিদ্ধান্ত নেওয়া হবে।	[476, 751, 711, 770]
article-text: গোপন সংবাদের ভিত্তিতে অভিযান চালিয়ে অস্ত্র উদ্ধার করা হয়েছে। এ ঘটনায় মামলা দায়ের করা হয়েছে।	[6, 1113, 224, 1133]
article-text: নির্ধারিত সময়সূচি অনুযায়ী কার্যক্রম শুরু হবে। সংশ্লিষ্ট সব প্রস্তুতি সম্পন্ন হয়েছে বলে কর্তৃপক্ষ জানিয়েছে।	[232, 174, 468, 194]
article-text: গোপন সংবাদের ভিত্তিতে অভিযান চালিয়ে অস্ত্র উদ্ধার করা হয়েছে। এ ঘটনায় মামলা দায়ের করা হয়েছে।	[6, 1142, 224, 1162]
article-text: নির্বাচনে অংশগ্রহণ নিয়ে দলের ভেতরে আলোচনা চলছে। নেতারা মাঠপর্যায়ে প্রস্তুতি নেওয়ার নির্দেশনা দিয়েছেন।	[6, 1025, 224, 1044]
article[interactable]	[718, 924, 939, 1039]
article-body	[6, 1025, 224, 1083]
article-body	[232, 439, 468, 546]
masthead	[6, 4, 939, 54]
